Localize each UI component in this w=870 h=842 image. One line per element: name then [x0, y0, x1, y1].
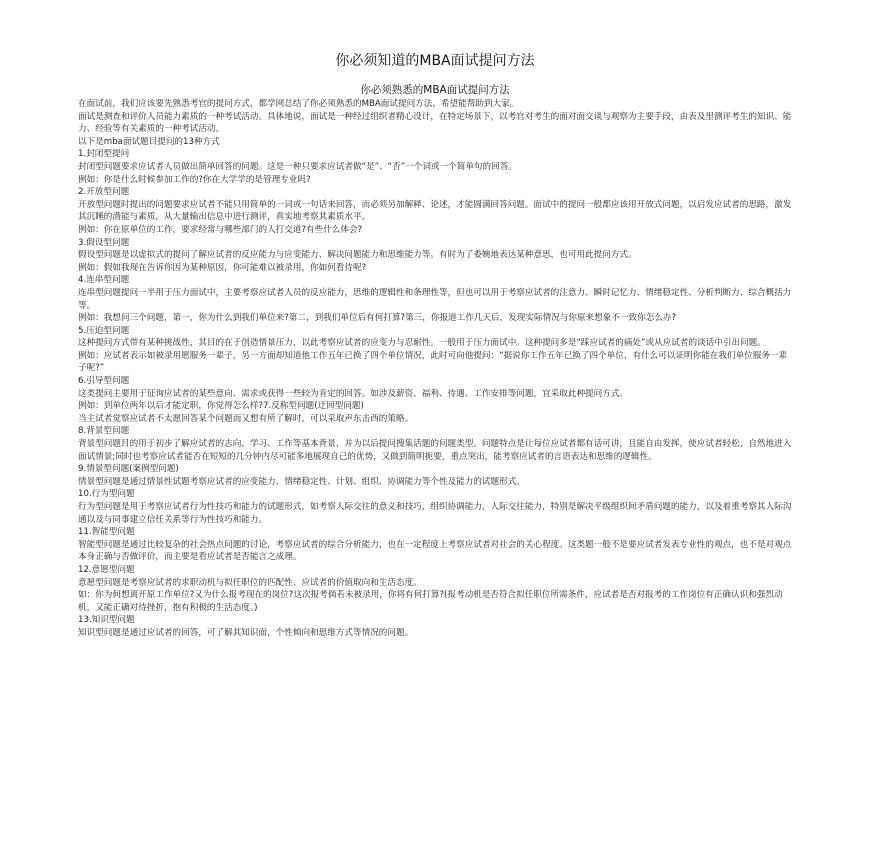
paragraph: 13.知识型问题 — [78, 615, 135, 626]
paragraph: 背景型问题目的用于初步了解应试者的志向、学习、工作等基本背景，并为以后提问搜集话题的问题类型。问题特点是让每位应试者都有话可讲，且能自由发挥，使应试者轻松、自然地进入面试情景;同时也考察应试者能否在短短的几分钟内尽可能多地展现自己的优势，又做到简明扼要，重点突出，能考察应试者的言语表达和思维的逻辑性。 — [78, 439, 792, 462]
paragraph: 这种提问方式带有某种挑战性，其目的在于创造情景压力，以此考察应试者的应变力与忍耐性。一般用于压力面试中。这种提问多是“踩应试者的痛处”或从应试者的谈话中引出问题。 — [78, 338, 766, 349]
paragraph: 面试是测查和评价人员能力素质的一种考试活动。具体地说，面试是一种经过组织者精心设计，在特定场景下，以考官对考生的面对面交谈与观察为主要手段，由表及里测评考生的知识、能力、经验等有关素质的一种考试活动。 — [78, 111, 792, 135]
paragraph: 例如：到单位两年以后才能定职，你觉得怎么样?7.反称型问题(迂回型问题) — [78, 401, 364, 412]
paragraph: 假设型问题是以虚拟式的提问了解应试者的反应能力与应变能力、解决问题能力和思维能力等。有时为了委婉地表达某种意思，也可用此提问方式。 — [78, 250, 637, 261]
paragraph: 知识型问题是通过应试者的回答，可了解其知识面，个性倾向和思维方式等情况的问题。 — [78, 627, 414, 638]
paragraph: 封闭型问题要求应试者人员做出简单回答的问题。这是一种只要求应试者做“是”、“否”一个词或一个简单句的回答。 — [78, 161, 517, 172]
document-subtitle: 你必须熟悉的MBA面试提问方法 — [360, 84, 510, 96]
paragraph: 连串型问题提问一半用于压力面试中，主要考察应试者人员的反应能力，思维的逻辑性和条理性等，但也可以用于考察应试者的注意力、瞬时记忆力、情绪稳定性、分析判断力、综合概括力等。 — [78, 287, 792, 311]
paragraph: 以下是mba面试题目提问的13种方式 — [78, 136, 220, 147]
paragraph: 如：你为何想离开原工作单位?又为什么报考现在的岗位?这次报考倘若未被录用，你将有何打算?(报考动机是否符合拟任职位所需条件，应试者是否对报考的工作岗位有正确认识和强烈动机，又能正确对待挫折，抱有积极的生活态度。) — [78, 590, 783, 613]
paragraph: 10.行为型问题 — [78, 489, 135, 500]
paragraph: 6.引导型问题 — [78, 376, 130, 387]
paragraph: 行为型问题是用于考察应试者行为性技巧和能力的试题形式，如考察人际交往的意义和技巧，组织协调能力，人际交往能力，特别是解决平级组织间矛盾问题的能力，以及着重考察其人际沟通以及与同事建立信任关系等行为性技巧和能力。 — [78, 502, 792, 525]
document-title: 你必须知道的MBA面试提问方法 — [335, 53, 535, 69]
paragraph: 智能型问题是通过比较复杂的社会热点问题的讨论，考察应试者的综合分析能力，也在一定程度上考察应试者对社会的关心程度。这类题一般不是要应试者发表专业性的观点，也不是对观点本身正确与否做评价，而主要是看应试者是否能言之成理。 — [78, 539, 792, 563]
paragraph: 8.背景型问题 — [78, 426, 130, 437]
paragraph: 开放型问题时提出的问题要求应试者不能只用简单的一词或一句话来回答，而必须另加解释、论述，才能圆满回答问题。面试中的提问一般都应该用开放式问题，以启发应试者的思路，激发其沉睡的潜能与素质，从大量输出信息中进行测评，真实地考察其素质水平。 — [78, 199, 792, 223]
paragraph: 例如：你在原单位的工作，要求经常与哪些部门的人打交道?有些什么体会? — [78, 224, 363, 235]
paragraph: 9.情景型问题(案例型问题) — [78, 464, 179, 475]
paragraph: 5.压迫型问题 — [78, 325, 130, 336]
paragraph: 11.智能型问题 — [78, 527, 135, 538]
paragraph: 意愿型问题是考察应试者的求职动机与拟任职位的匹配性、应试者的价值取向和生活态度。 — [78, 577, 422, 588]
paragraph: 4.连串型问题 — [78, 275, 130, 286]
paragraph: 例如：假如我现在告诉你因为某种原因，你可能难以被录用，你如何看待呢? — [78, 262, 367, 273]
document-body — [78, 98, 794, 640]
paragraph: 12.意愿型问题 — [78, 564, 135, 575]
paragraph: 例如：我想问三个问题，第一，你为什么到我们单位来?第二，到我们单位后有何打算?第三，你报道工作几天后，发现实际情况与你原来想象不一致你怎么办? — [78, 313, 677, 324]
paragraph: 在面试前，我们应该要先熟悉考官的提问方式，都学网总结了你必须熟悉的MBA面试提问方法，希望能帮助到大家。 — [78, 99, 519, 109]
paragraph: 2.开放型问题 — [78, 187, 130, 198]
paragraph: 例如：应试者表示如被录用愿服务一辈子，另一方面却知道他工作五年已换了四个单位情况，此时可向他提问：“据说你工作五年已换了四个单位，有什么可以证明你能在我们单位服务一辈子呢?” — [78, 350, 788, 374]
paragraph: 这类提问主要用于征询应试者的某些意向、需求或获得一些较为肯定的回答。如涉及薪资、福利、待遇、工作安排等问题，宜采取此种提问方式。 — [78, 388, 629, 399]
paragraph: 3.假设型问题 — [78, 237, 130, 248]
paragraph: 例如：你是什么时候参加工作的?你在大学学的是管理专业吗? — [78, 174, 311, 185]
paragraph: 情景型问题是通过情景性试题考察应试者的应变能力、情绪稳定性、计划、组织、协调能力等个性及能力的试题形式。 — [78, 476, 525, 487]
paragraph: 当主试者觉察应试者不太愿回答某个问题而又想有所了解时，可以采取声东击西的策略。 — [78, 413, 414, 424]
paragraph: 1.封闭型提问 — [78, 149, 130, 160]
